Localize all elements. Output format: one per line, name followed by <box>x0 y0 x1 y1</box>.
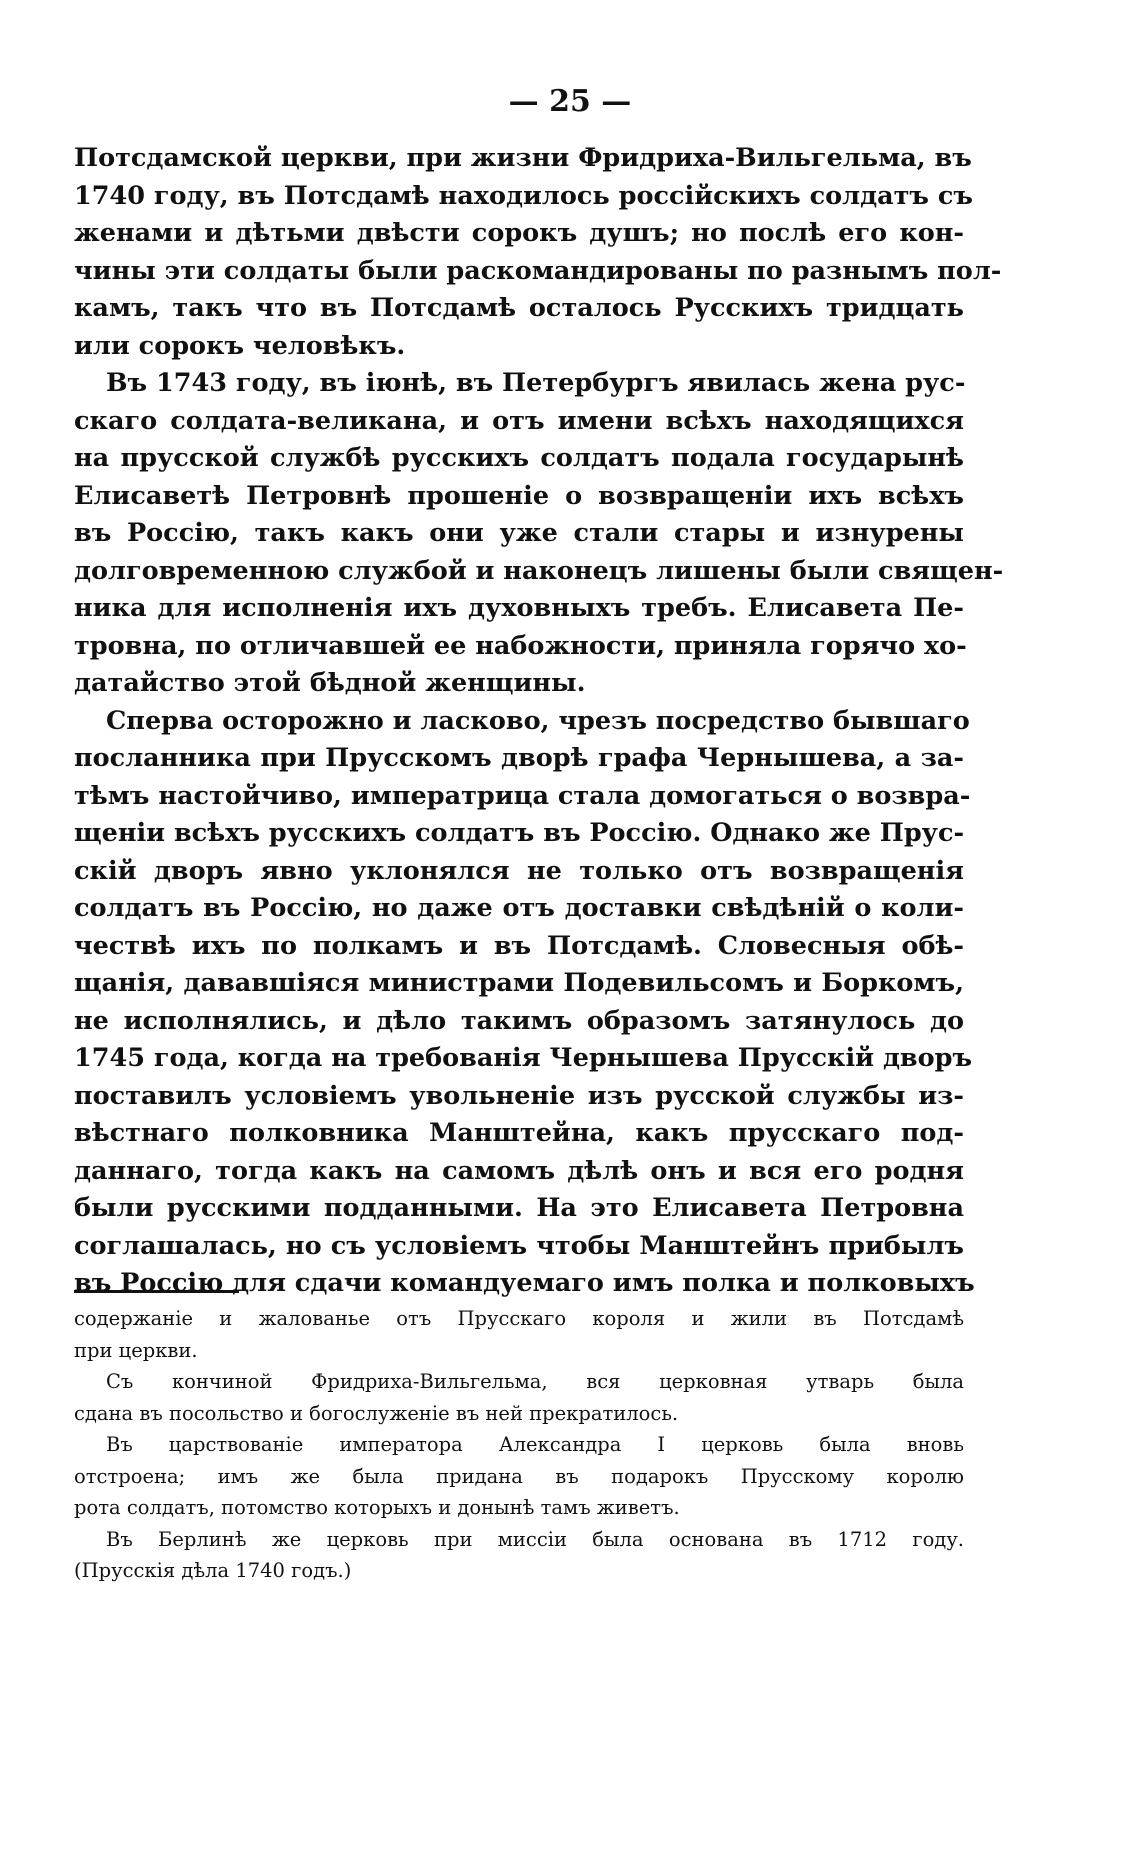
footnote-line: Съ кончиной Фридриха-Вильгельма, вся церковная утварь была <box>106 1370 964 1393</box>
footnote-line: рота солдатъ, потомство которыхъ и донынѣ тамъ живетъ. <box>74 1496 680 1519</box>
page-number: — 25 — <box>508 84 632 119</box>
footnote-line: Въ Берлинѣ же церковь при миссіи была основана въ 1712 году. <box>106 1527 964 1551</box>
text-line: чествѣ ихъ по полкамъ и въ Потсдамѣ. Словесныя обѣ- <box>74 930 964 961</box>
text-line: датайство этой бѣдной женщины. <box>74 668 586 698</box>
text-line: женами и дѣтьми двѣсти сорокъ душъ; но послѣ его кон- <box>74 218 964 248</box>
main-text <box>74 140 1004 1303</box>
text-line: соглашалась, но съ условіемъ чтобы Манштейнъ прибылъ <box>74 1230 964 1261</box>
text-line: даннаго, тогда какъ на самомъ дѣлѣ онъ и вся его родня <box>74 1155 964 1186</box>
text-line: 1745 года, когда на требованія Чернышева Прусскій дворъ <box>74 1043 973 1073</box>
text-line: долговременною службой и наконецъ лишены были священ- <box>74 555 1004 586</box>
footnote-divider <box>74 1290 239 1293</box>
text-line: скій дворъ явно уклонялся не только отъ возвращенія <box>74 855 964 886</box>
text-line: или сорокъ человѣкъ. <box>74 330 406 361</box>
footnote-line: отстроена; имъ же была придана въ подарокъ Прусскому королю <box>74 1464 964 1488</box>
footnote-line: (Прусскія дѣла 1740 годъ.) <box>74 1559 352 1582</box>
footnote-line: сдана въ посольство и богослуженіе въ ней прекратилось. <box>74 1401 679 1425</box>
text-line: въ Россію для сдачи командуемаго имъ полка и полковыхъ <box>74 1268 975 1298</box>
text-line: тѣмъ настойчиво, императрица стала домогаться о возвра- <box>74 780 971 811</box>
text-line: посланника при Прусскомъ дворѣ графа Чернышева, а за- <box>74 743 964 773</box>
text-line: щеніи всѣхъ русскихъ солдатъ въ Россію. Однако же Прус- <box>74 818 965 848</box>
text-line: чины эти солдаты были раскомандированы по разнымъ пол- <box>74 255 1002 286</box>
text-line: тровна, по отличавшей ее набожности, приняла горячо хо- <box>74 630 967 661</box>
text-line: Сперва осторожно и ласково, чрезъ посредство бывшаго <box>106 705 970 736</box>
text-line: были русскими подданными. На это Елисавета Петровна <box>74 1193 964 1223</box>
text-line: вѣстнаго полковника Манштейна, какъ прусскаго под- <box>74 1118 964 1148</box>
text-line: камъ, такъ что въ Потсдамѣ осталось Русскихъ тридцать <box>74 293 964 323</box>
text-line: не исполнялись, и дѣло такимъ образомъ затянулось до <box>74 1005 964 1036</box>
text-line: скаго солдата-великана, и отъ имени всѣхъ находящихся <box>74 405 964 436</box>
text-line: Въ 1743 году, въ іюнѣ, въ Петербургъ явилась жена рус- <box>106 368 966 398</box>
footnote-line: Въ царствованіе императора Александра I церковь была вновь <box>106 1433 964 1456</box>
text-line: на прусской службѣ русскихъ солдатъ подала государынѣ <box>74 443 964 473</box>
text-line: въ Россію, такъ какъ они уже стали стары и изнурены <box>74 518 964 548</box>
footnotes <box>74 1303 964 1587</box>
footnote-line: содержаніе и жалованье отъ Прусскаго короля и жили въ Потсдамѣ <box>74 1307 964 1330</box>
text-line: Елисаветѣ Петровнѣ прошеніе о возвращеніи ихъ всѣхъ <box>74 480 964 511</box>
text-line: Потсдамской церкви, при жизни Фридриха-Вильгельма, въ <box>74 143 972 173</box>
text-line: 1740 году, въ Потсдамѣ находилось россійскихъ солдатъ съ <box>74 180 973 211</box>
text-line: солдатъ въ Россію, но даже отъ доставки свѣдѣній о коли- <box>74 893 964 923</box>
text-line: ника для исполненія ихъ духовныхъ требъ. Елисавета Пе- <box>74 593 964 623</box>
text-line: щанія, дававшіяся министрами Подевильсомъ и Боркомъ, <box>74 968 964 998</box>
text-line: поставилъ условіемъ увольненіе изъ русской службы из- <box>74 1080 964 1111</box>
footnote-line: при церкви. <box>74 1338 198 1362</box>
